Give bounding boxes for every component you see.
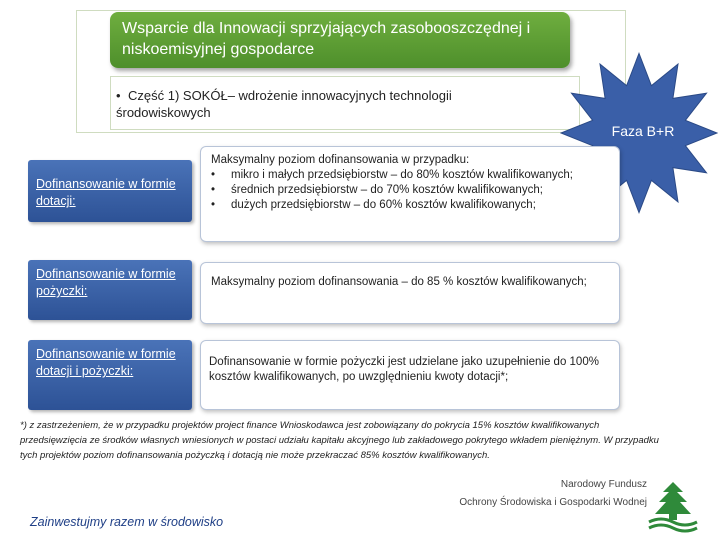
grant-intro: Maksymalny poziom dofinansowania w przypadku: bbox=[211, 154, 470, 166]
left-box-grant: Dofinansowanie w formie dotacji: bbox=[28, 160, 192, 222]
right-box-grant-loan bbox=[200, 340, 620, 410]
grant-loan-text: Dofinansowanie w formie pożyczki jest udzielane jako uzupełnienie do 100% kosztów kwalifikowanych, po uwzględnieniu kwoty dotacji*; bbox=[209, 356, 599, 383]
footnote: *) z zastrzeżeniem, że w przypadku projektów project finance Wnioskodawca jest zobowiązany do pokrycia 15% kosztów kwalifikowanych przedsięwzięcia ze środków własnych wniesionych w postaci udziału kapitału akcyjnego lub zakładowego pokrytego wkładem pieniężnym. W przypadku tych projektów poziom dofinansowania pożyczką i dotacją nie może przekraczać 85% kosztów kwalifikowanych. bbox=[20, 420, 659, 461]
bullet-label: Część 1) SOKÓŁ– wdrożenie innowacyjnych technologii środowiskowych bbox=[116, 88, 452, 120]
slogan: Zainwestujmy razem w środowisko bbox=[30, 515, 224, 529]
slide-title: Wsparcie dla Innowacji sprzyjających zasobooszczędnej i niskoemisyjnej gospodarce bbox=[110, 12, 570, 68]
nfos-line2: Ochrony Środowiska i Gospodarki Wodnej bbox=[459, 497, 647, 508]
grant-list bbox=[211, 168, 609, 213]
nfos-name bbox=[452, 476, 647, 512]
right-box-grant bbox=[200, 146, 620, 242]
loan-text: Maksymalny poziom dofinansowania – do 85 % kosztów kwalifikowanych; bbox=[211, 276, 587, 288]
list-item: • średnich przedsiębiorstw – do 70% kosztów kwalifikowanych; bbox=[211, 184, 543, 196]
bullet-text bbox=[116, 87, 536, 121]
left-box-loan: Dofinansowanie w formie pożyczki: bbox=[28, 260, 192, 320]
left-box-grant-loan: Dofinansowanie w formie dotacji i pożyczki: bbox=[28, 340, 192, 410]
bullet-dot-icon: • bbox=[116, 88, 121, 103]
nfos-logo-icon bbox=[647, 480, 699, 534]
list-item: • mikro i małych przedsiębiorstw – do 80% kosztów kwalifikowanych; bbox=[211, 169, 573, 181]
list-item: • dużych przedsiębiorstw – do 60% kosztów kwalifikowanych; bbox=[211, 199, 536, 211]
phase-badge-label: Faza B+R bbox=[611, 123, 675, 139]
right-box-loan bbox=[200, 262, 620, 324]
nfos-line1: Narodowy Fundusz bbox=[560, 479, 647, 490]
